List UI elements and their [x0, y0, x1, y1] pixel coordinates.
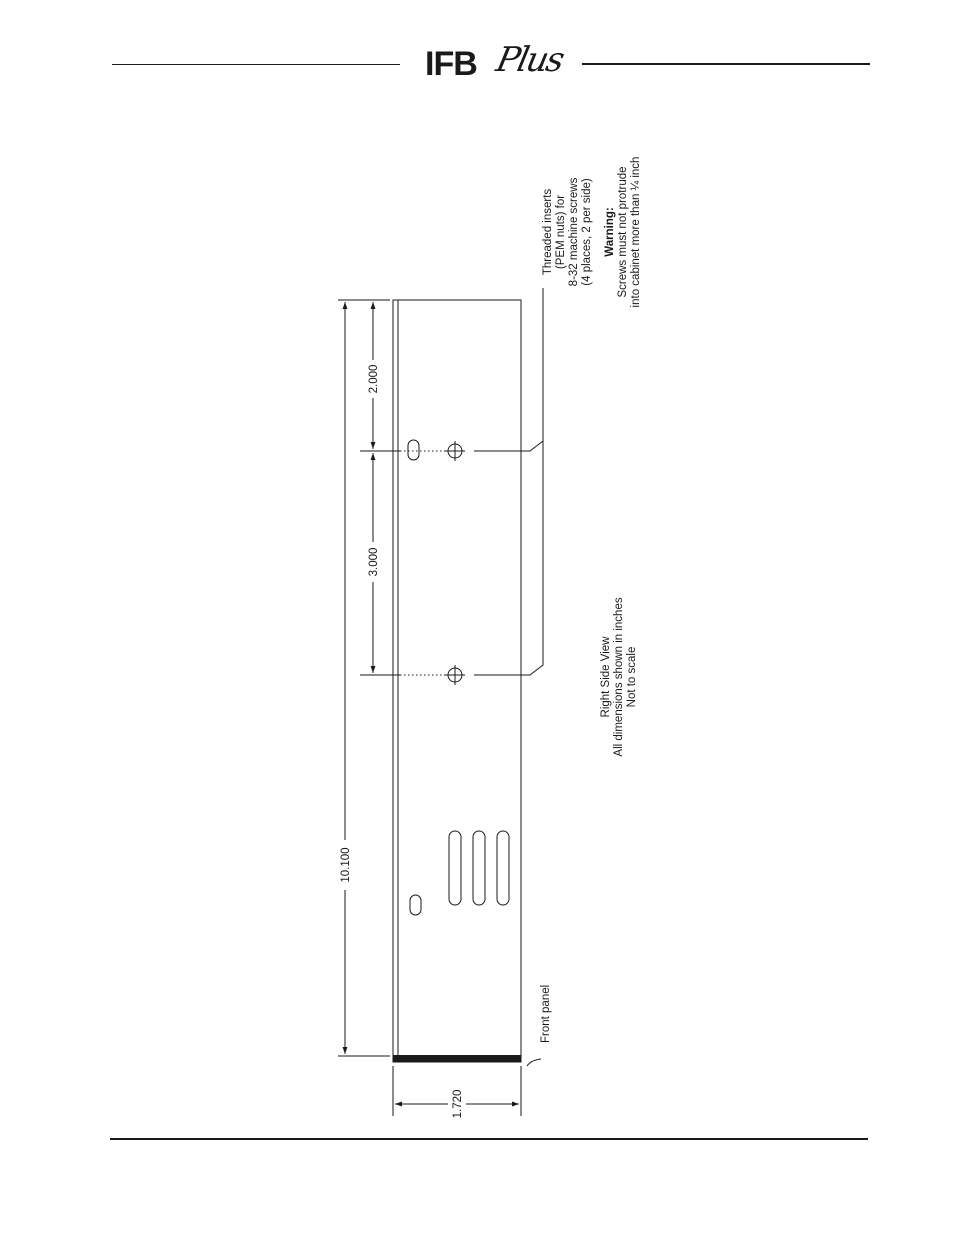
insert-note-line-2: (PEM nuts) for	[555, 194, 567, 270]
threaded-insert-1	[445, 441, 465, 461]
caption-line-1: Right Side View	[600, 636, 612, 718]
insert-note	[542, 157, 642, 308]
caption-line-2: All dimensions shown in inches	[613, 597, 625, 757]
insert-note-line-3: 8-32 machine screws	[568, 177, 580, 287]
front-panel-label: Front panel	[540, 984, 552, 1043]
front-slot-hole	[410, 895, 421, 915]
chassis-outline	[393, 300, 521, 1062]
threaded-insert-2	[445, 665, 465, 685]
dimension-rear-label: 2.000	[368, 364, 380, 394]
dimension-overall-label: 10.100	[340, 847, 352, 883]
dimension-height-label: 1.720	[452, 1089, 464, 1119]
front-panel-bar	[393, 1055, 521, 1062]
logo-plus-script: Plus	[492, 40, 567, 80]
front-panel-leader	[527, 1059, 541, 1066]
vent-slots	[449, 831, 509, 905]
insert-leader-line	[474, 441, 543, 675]
rear-slot-hole	[408, 440, 419, 460]
view-caption	[600, 597, 638, 756]
dimension-overall	[338, 300, 390, 1056]
insert-note-line-1: Threaded inserts	[542, 188, 554, 276]
warning-line-1: Screws must not protrude	[617, 166, 629, 298]
warning-title: Warning:	[604, 207, 616, 257]
caption-line-3: Not to scale	[626, 646, 638, 708]
dimension-spacing	[360, 453, 400, 675]
warning-line-2: into cabinet more than ¼ inch	[630, 156, 642, 308]
dimension-rear	[360, 302, 400, 451]
insert-note-line-4: (4 places, 2 per side)	[581, 178, 593, 286]
logo-ifb-text: IFB	[425, 45, 477, 83]
dimension-spacing-label: 3.000	[368, 547, 380, 577]
